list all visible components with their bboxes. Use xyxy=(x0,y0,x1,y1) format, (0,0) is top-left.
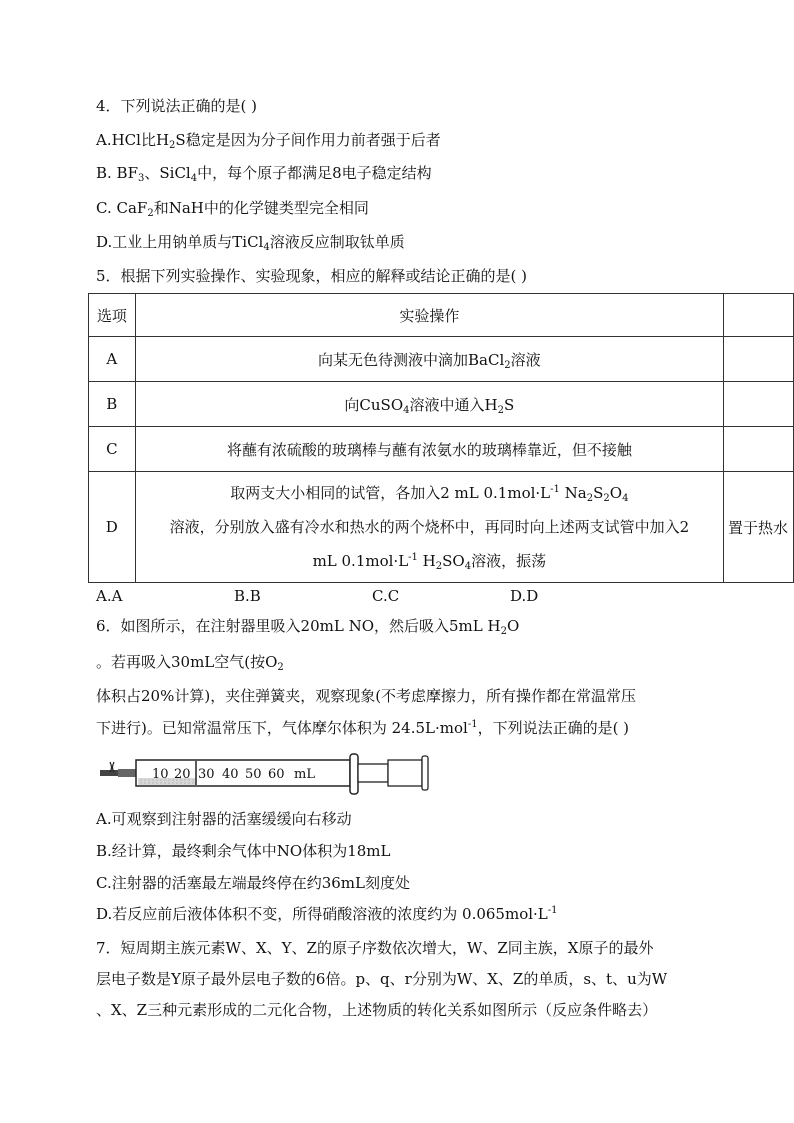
q6-option-a: A.可观察到注射器的活塞缓缓向右移动 xyxy=(96,810,352,828)
q6-option-c: C.注射器的活塞最左端最终停在约36mL刻度处 xyxy=(96,874,410,892)
q5-stem: 5．根据下列实验操作、实验现象，相应的解释或结论正确的是( ) xyxy=(96,267,528,285)
q6-line4: 下进行)。已知常温常压下，气体摩尔体积为 24.5L·mol$^{-1}$，下列说法正确的是( ) xyxy=(96,719,630,737)
q4-option-b: B. $BF_3$、SiCl$_4$中，每个原子都满足8电子稳定结构 xyxy=(96,164,432,184)
scale-30: 30 xyxy=(198,767,215,782)
row-extra: 置于热水 xyxy=(724,472,794,583)
scale-40: 40 xyxy=(222,767,239,782)
syringe-nozzle xyxy=(118,769,136,777)
scale-60: 60 xyxy=(268,767,285,782)
table-header-row xyxy=(89,294,794,337)
header-extra xyxy=(724,294,794,337)
row-d-line2: 溶液，分别放入盛有冷水和热水的两个烧杯中，再同时向上述两支试管中加入2 xyxy=(169,518,690,536)
plunger-thumb xyxy=(422,756,428,790)
table-row xyxy=(89,427,794,472)
row-label: D xyxy=(89,472,136,583)
row-label: A xyxy=(89,337,136,382)
spring-clip-icon xyxy=(100,762,118,776)
scale-50: 50 xyxy=(245,767,262,782)
row-operation: 向CuSO$_4$溶液中通入$H_2S$ xyxy=(135,382,723,427)
scale-unit: mL xyxy=(294,767,315,782)
row-d-line3: mL $0.1mol\cdot L^{-1}$ $H_2SO_4$溶液，振荡 xyxy=(312,552,547,572)
plunger-end xyxy=(388,760,422,786)
q6-line1: 6．如图所示，在注射器里吸入20mL NO，然后吸入5mL $H_2O$ xyxy=(96,617,520,637)
choice-c: C.C xyxy=(372,587,400,605)
row-operation xyxy=(135,472,723,583)
q6-line2: 。若再吸入30mL空气(按$O_2$ xyxy=(96,653,284,673)
row-d-line1: 取两支大小相同的试管，各加入2 mL $0.1mol\cdot L^{-1}$ $Na_2S_2O_4$ xyxy=(230,484,629,504)
header-operation: 实验操作 xyxy=(135,294,723,337)
row-label: B xyxy=(89,382,136,427)
row-operation: 将蘸有浓硫酸的玻璃棒与蘸有浓氨水的玻璃棒靠近，但不接触 xyxy=(135,427,723,472)
header-option: 选项 xyxy=(89,294,136,337)
q7-line1: 7．短周期主族元素W、X、Y、Z的原子序数依次增大，W、Z同主族，X原子的最外 xyxy=(96,939,654,957)
q5-experiment-table xyxy=(88,293,794,583)
q6-line3: 体积占20%计算)，夹住弹簧夹，观察现象(不考虑摩擦力，所有操作都在常温常压 xyxy=(96,687,637,705)
scale-10: 10 xyxy=(152,767,169,782)
choice-a: A.A xyxy=(96,587,123,605)
q4-option-c: C. CaF$_2$和NaH中的化学键类型完全相同 xyxy=(96,199,369,219)
q4-option-d: D.工业上用钠单质与TiCl$_4$溶液反应制取钛单质 xyxy=(96,233,405,253)
choice-b: B.B xyxy=(234,587,261,605)
q4-stem: 4．下列说法正确的是( ) xyxy=(96,97,258,115)
syringe-flange xyxy=(350,754,358,794)
q4-option-a: A.HCl比$H_2S$稳定是因为分子间作用力前者强于后者 xyxy=(96,131,441,151)
choice-d: D.D xyxy=(510,587,539,605)
q7-line2: 层电子数是Y原子最外层电子数的6倍。p、q、r分别为W、X、Z的单质，s、t、u为W xyxy=(96,970,668,988)
row-operation: 向某无色待测液中滴加BaCl$_2$溶液 xyxy=(135,337,723,382)
q7-line3: 、X、Z三种元素形成的二元化合物，上述物质的转化关系如图所示（反应条件略去） xyxy=(96,1001,658,1019)
q6-option-d: D.若反应前后液体体积不变，所得硝酸溶液的浓度约为 $0.065mol\cdot L^{-1}$ xyxy=(96,905,558,923)
table-row xyxy=(89,382,794,427)
row-label: C xyxy=(89,427,136,472)
table-row xyxy=(89,472,794,583)
q6-option-b: B.经计算，最终剩余气体中NO体积为18mL xyxy=(96,842,391,860)
table-row xyxy=(89,337,794,382)
plunger-rod xyxy=(358,764,388,782)
syringe-diagram xyxy=(100,752,434,798)
scale-20: 20 xyxy=(174,767,191,782)
